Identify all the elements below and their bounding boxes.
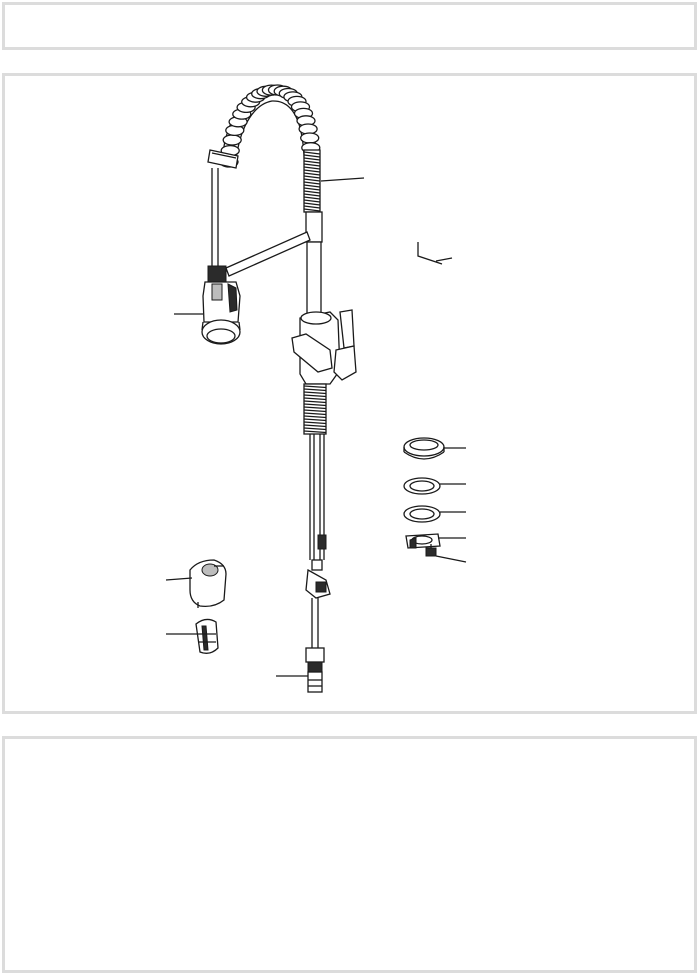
rubber-washer (404, 506, 440, 522)
faucet-parts-diagram (5, 76, 699, 717)
mounting-nut (406, 534, 440, 548)
hose-clip (196, 619, 218, 653)
top-panel (2, 2, 697, 50)
spring-coil (223, 135, 241, 145)
hose-weight (190, 560, 226, 608)
parts-diagram-panel (2, 73, 697, 714)
friction-washer (404, 478, 440, 494)
escutcheon-gasket (404, 438, 444, 459)
spring-spout (208, 85, 320, 212)
spring-coil (301, 133, 319, 143)
pull-down-sprayhead (202, 266, 240, 344)
bottom-panel (2, 736, 697, 973)
faucet-body-with-handle (292, 310, 356, 692)
